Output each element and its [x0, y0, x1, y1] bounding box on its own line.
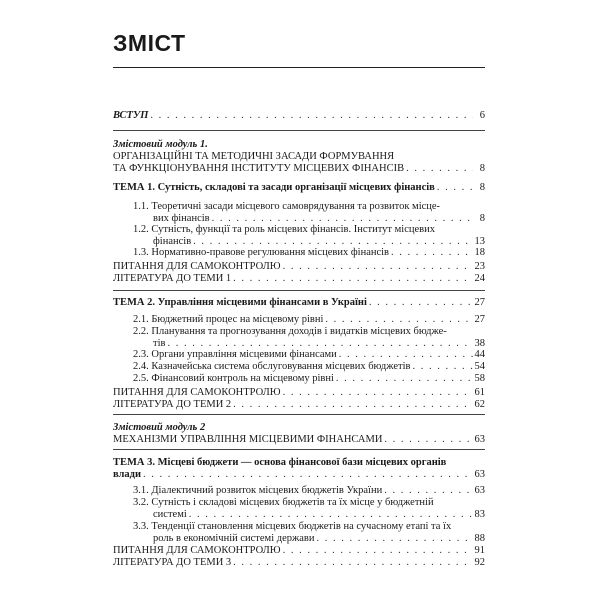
- toc-entry-tema-1[interactable]: [113, 182, 485, 194]
- toc-entry-page: 18: [474, 247, 485, 258]
- toc-entry-title: ЛІТЕРАТУРА ДО ТЕМИ 1: [113, 273, 232, 284]
- toc-entry-3-2[interactable]: [113, 497, 485, 521]
- module-title-line-1: МЕХАНІЗМИ УПРАВЛІННЯ МІСЦЕВИМИ ФІНАНСАМИ: [113, 434, 383, 445]
- toc-entry-module-1[interactable]: [113, 139, 485, 175]
- toc-entry-title-line-2: системі: [153, 509, 187, 520]
- toc-entry-3-1[interactable]: [113, 485, 485, 497]
- toc-entry-literature-2[interactable]: [113, 399, 485, 411]
- toc-entry-tema-2[interactable]: [113, 297, 485, 309]
- toc-entry-questions-2[interactable]: [113, 387, 485, 399]
- toc-entry-title-line-1: 1.1. Теоретичні засади місцевого самоврядування та розвиток місце-: [133, 201, 441, 212]
- toc-entry-title-line-2: роль в економічній системі держави: [153, 533, 315, 544]
- module-label: Змістовий модуль 1.: [113, 139, 208, 150]
- toc-entry-page: 54: [474, 361, 485, 372]
- toc-entry-title: 3.1. Діалектичний розвиток місцевих бюджетів України: [133, 485, 383, 496]
- toc-entry-title: ПИТАННЯ ДЛЯ САМОКОНТРОЛЮ: [113, 261, 281, 272]
- toc-entry-1-2[interactable]: [113, 224, 485, 248]
- toc-entry-title: ТЕМА 2. Управління місцевими фінансами в Україні: [113, 297, 367, 308]
- toc-entry-title-line-1: 1.2. Сутність, функції та роль місцевих фінансів. Інститут місцевих: [133, 224, 435, 235]
- toc-entry-title-line-2: влади: [113, 469, 142, 480]
- module-title-line-1: ОРГАНІЗАЦІЙНІ ТА МЕТОДИЧНІ ЗАСАДИ ФОРМУВАННЯ: [113, 151, 395, 162]
- toc-entry-page: 61: [474, 387, 485, 398]
- toc-entry-literature-3[interactable]: [113, 557, 485, 569]
- toc-entry-page: 63: [474, 434, 485, 445]
- toc-entry-title: 2.4. Казначейська система обслуговування місцевих бюджетів: [133, 361, 411, 372]
- toc-entry-page: 8: [479, 182, 485, 193]
- toc-entry-3-3[interactable]: [113, 521, 485, 545]
- toc-entry-title: ЛІТЕРАТУРА ДО ТЕМИ 3: [113, 557, 232, 568]
- section-divider: [113, 414, 485, 415]
- toc-entry-page: 63: [474, 485, 485, 496]
- toc-entry-page: 58: [474, 373, 485, 384]
- toc-entry-title-line-2: вих фінансів: [153, 213, 210, 224]
- toc-entry-vstup[interactable]: [113, 110, 485, 122]
- toc-entry-title: 2.3. Органи управління місцевими фінансами: [133, 349, 337, 360]
- toc-entry-title-line-1: 3.3. Тенденції становлення місцевих бюджетів на сучасному етапі та їх: [133, 521, 452, 532]
- toc-entry-page: 38: [474, 338, 485, 349]
- toc-entry-page: 24: [474, 273, 485, 284]
- toc-entry-title-line-1: ТЕМА 3. Місцеві бюджети — основа фінансової бази місцевих органів: [113, 457, 447, 468]
- toc-entry-title: 2.5. Фінансовий контроль на місцевому рівні: [133, 373, 334, 384]
- toc-entry-tema-3[interactable]: [113, 457, 485, 481]
- module-title-line-2: ТА ФУНКЦІОНУВАННЯ ІНСТИТУТУ МІСЦЕВИХ ФІНАНСІВ: [113, 163, 405, 174]
- toc-entry-title-line-1: 3.2. Сутність і складові місцевих бюджетів та їх місце у бюджетній: [133, 497, 434, 508]
- toc-entry-title-line-2: фінансів: [153, 236, 192, 247]
- page-title: ЗМІСТ: [113, 30, 186, 56]
- toc-entry-page: 6: [479, 110, 485, 121]
- title-underline: [113, 67, 485, 68]
- toc-entry-page: 83: [474, 509, 485, 520]
- toc-entry-page: 8: [479, 163, 485, 174]
- toc-entry-page: 91: [474, 545, 485, 556]
- toc-entry-1-3[interactable]: [113, 247, 485, 259]
- toc-entry-2-3[interactable]: [113, 349, 485, 361]
- toc-entry-questions-1[interactable]: [113, 261, 485, 273]
- toc-entry-page: 23: [474, 261, 485, 272]
- toc-entry-2-4[interactable]: [113, 361, 485, 373]
- toc-entry-questions-3[interactable]: [113, 545, 485, 557]
- toc-entry-2-2[interactable]: [113, 326, 485, 350]
- toc-entry-title: ЛІТЕРАТУРА ДО ТЕМИ 2: [113, 399, 232, 410]
- toc-entry-title: ПИТАННЯ ДЛЯ САМОКОНТРОЛЮ: [113, 387, 281, 398]
- toc-entry-page: 92: [474, 557, 485, 568]
- section-divider: [113, 290, 485, 291]
- toc-entry-title: 2.1. Бюджетний процес на місцевому рівні: [133, 314, 324, 325]
- section-divider: [113, 449, 485, 450]
- toc-entry-2-5[interactable]: [113, 373, 485, 385]
- toc-entry-page: 27: [474, 297, 485, 308]
- toc-entry-title: 1.3. Нормативно-правове регулювання місцевих фінансів: [133, 247, 390, 258]
- toc-entry-title: ТЕМА 1. Сутність, складові та засади організації місцевих фінансів: [113, 182, 435, 193]
- toc-entry-literature-1[interactable]: [113, 273, 485, 285]
- toc-entry-page: 44: [474, 349, 485, 360]
- toc-entry-title: ВСТУП: [113, 110, 149, 121]
- toc-entry-module-2[interactable]: [113, 422, 485, 446]
- module-label: Змістовий модуль 2: [113, 422, 206, 433]
- toc-entry-page: 88: [474, 533, 485, 544]
- toc-entry-2-1[interactable]: [113, 314, 485, 326]
- section-divider: [113, 130, 485, 131]
- toc-entry-page: 62: [474, 399, 485, 410]
- toc-entry-title-line-2: тів: [153, 338, 166, 349]
- toc-entry-page: 63: [474, 469, 485, 480]
- toc-entry-page: 8: [479, 213, 485, 224]
- toc-entry-page: 13: [474, 236, 485, 247]
- toc-entry-page: 27: [474, 314, 485, 325]
- toc-entry-title: ПИТАННЯ ДЛЯ САМОКОНТРОЛЮ: [113, 545, 281, 556]
- toc-entry-1-1[interactable]: [113, 201, 485, 225]
- toc-entry-title-line-1: 2.2. Планування та прогнозування доходів і видатків місцевих бюдже-: [133, 326, 447, 337]
